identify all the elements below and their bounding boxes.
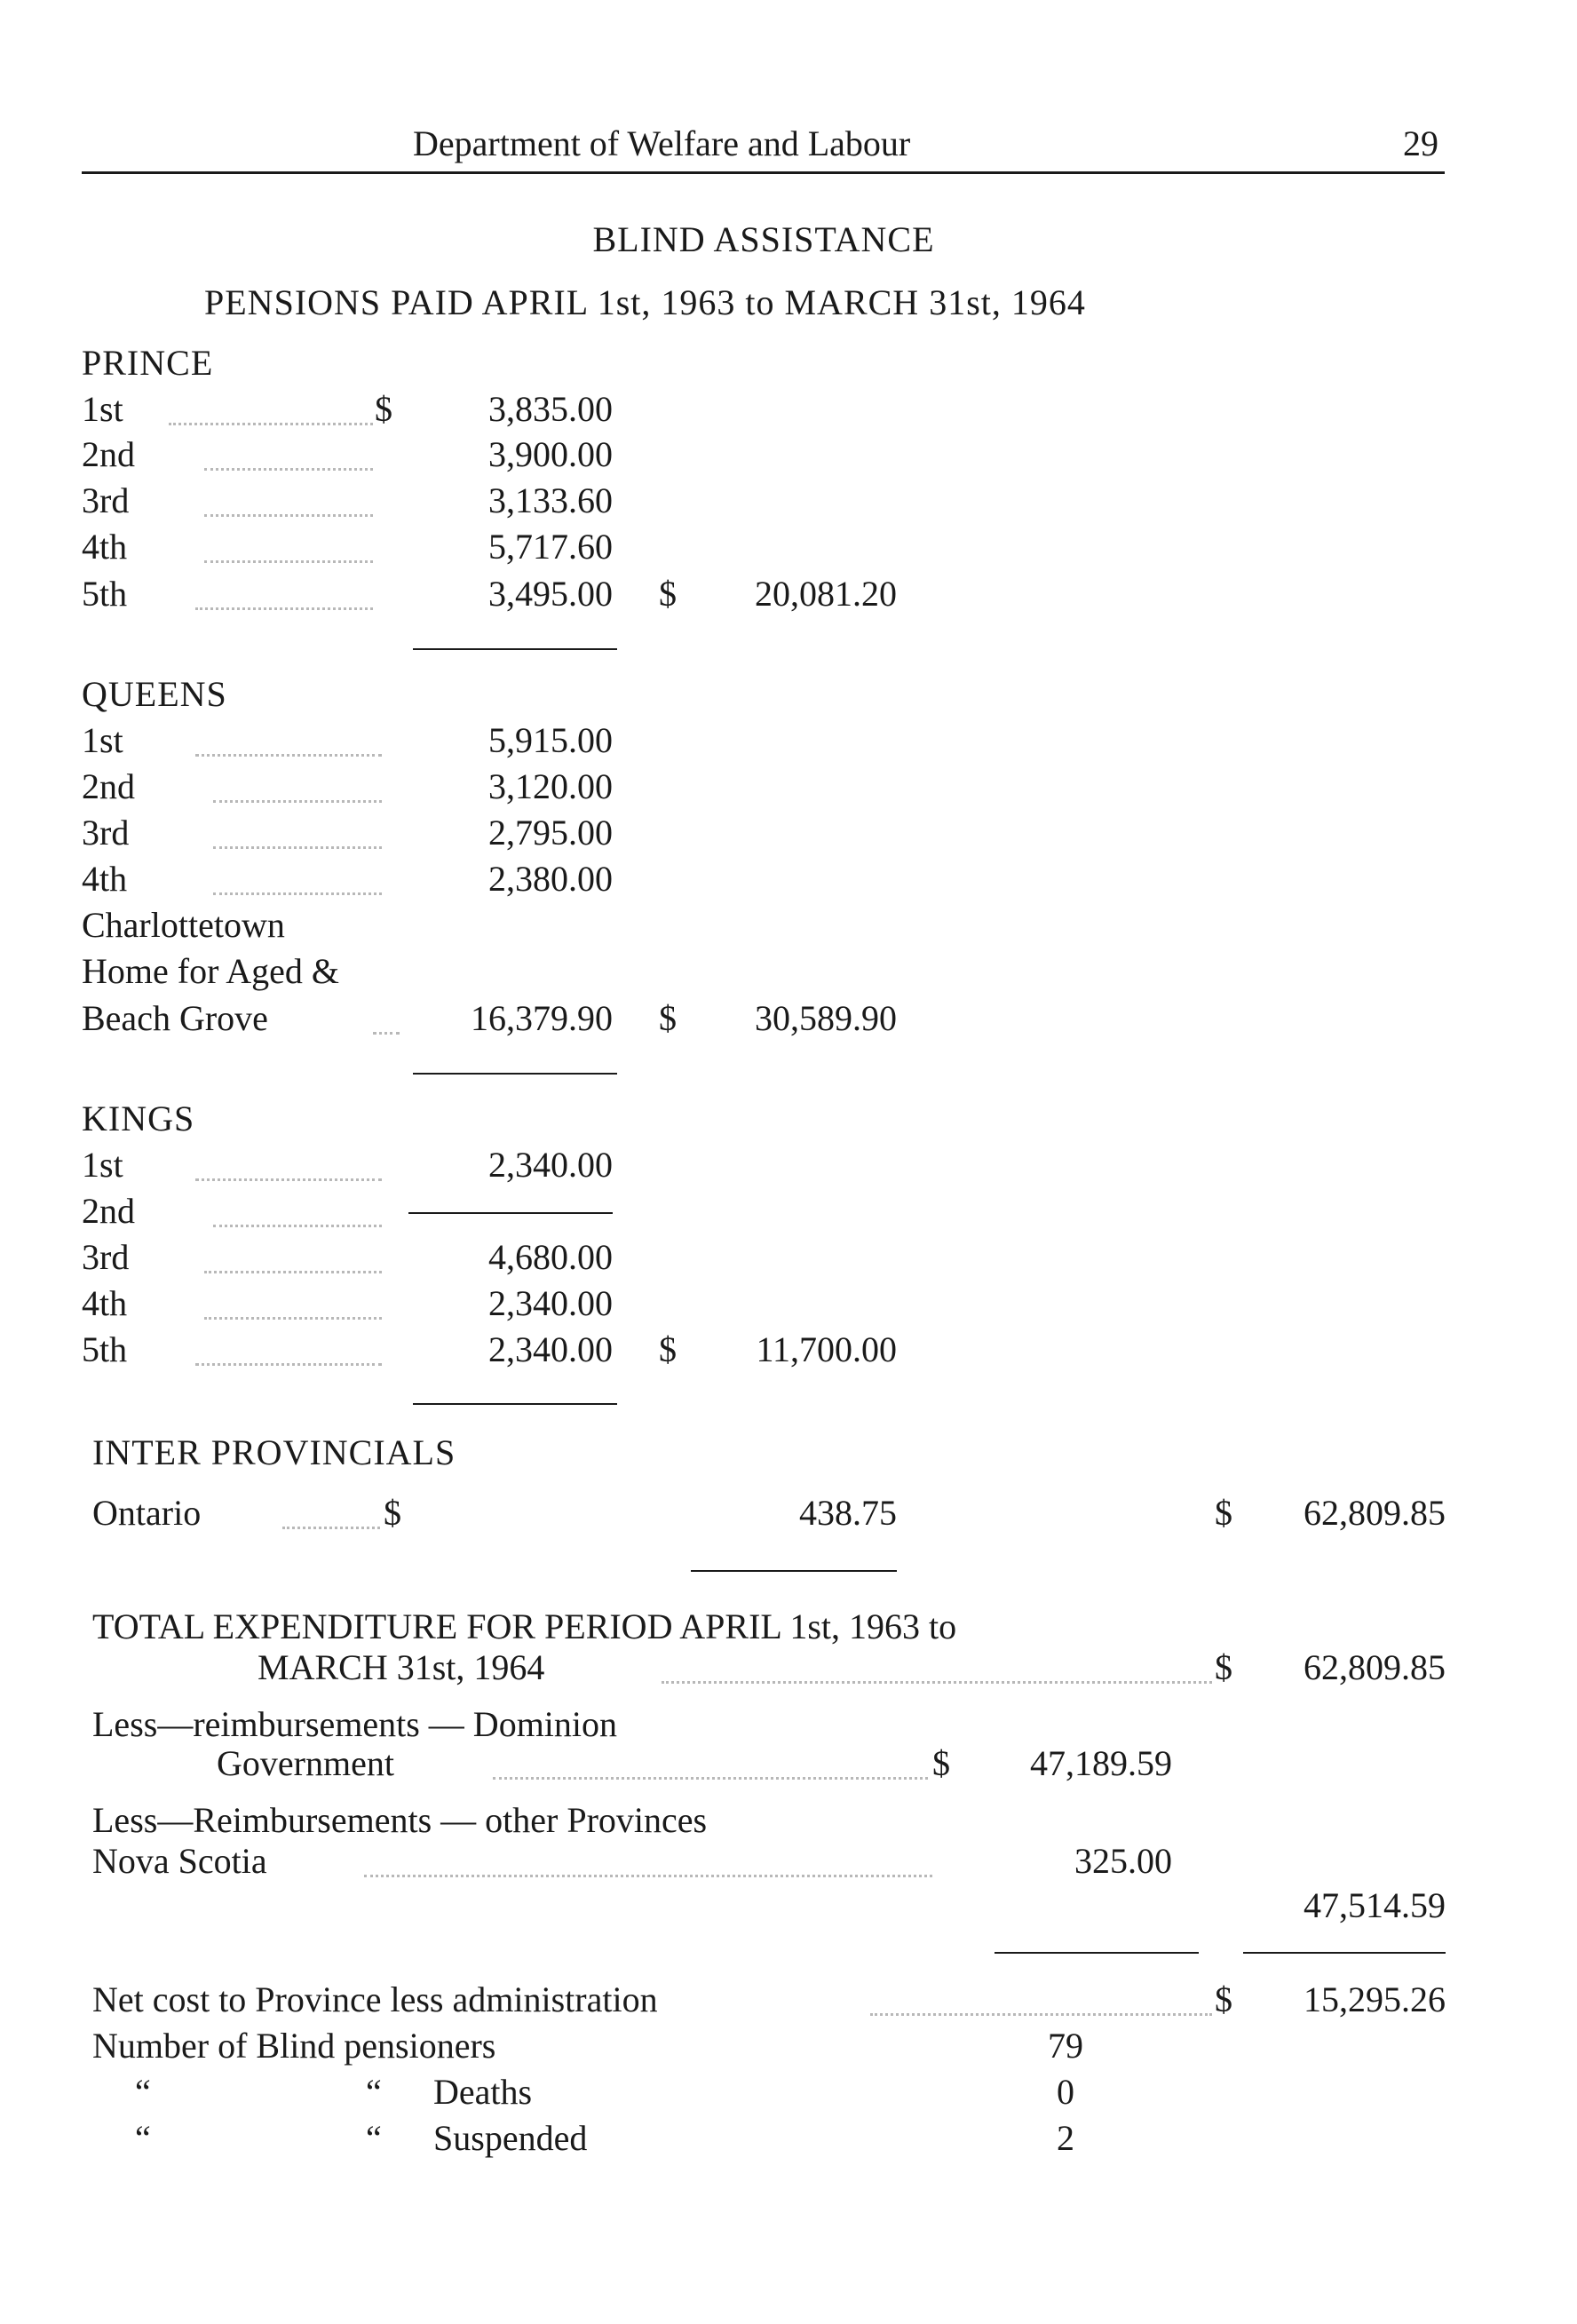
less-dominion-label: Government xyxy=(217,1743,394,1783)
leader-dots xyxy=(662,1681,1212,1684)
ditto-mark: “ xyxy=(135,2072,151,2112)
leader-dots xyxy=(195,1178,382,1181)
kings-heading: KINGS xyxy=(82,1099,195,1138)
currency-symbol: $ xyxy=(1215,1979,1232,2019)
currency-symbol: $ xyxy=(375,389,392,429)
prince-district-label: 3rd xyxy=(82,480,130,520)
prince-amount: 3,133.60 xyxy=(488,480,613,520)
ditto-mark: “ xyxy=(135,2118,151,2158)
leader-dots xyxy=(282,1527,380,1529)
subtotal-rule xyxy=(413,1073,617,1075)
prince-district-label: 1st xyxy=(82,389,123,429)
leader-dots xyxy=(204,468,373,471)
total-expenditure-amount: 62,809.85 xyxy=(1304,1647,1446,1687)
currency-symbol: $ xyxy=(1215,1493,1232,1533)
leader-dots xyxy=(213,800,382,803)
reimbursements-total: 47,514.59 xyxy=(1304,1885,1446,1925)
currency-symbol: $ xyxy=(659,574,677,614)
currency-symbol: $ xyxy=(1215,1647,1232,1687)
subtotal-rule xyxy=(995,1952,1199,1954)
prince-amount: 3,495.00 xyxy=(488,574,613,614)
queens-district-label: 2nd xyxy=(82,766,135,806)
nil-amount-rule xyxy=(408,1212,613,1214)
leader-dots xyxy=(195,1363,382,1366)
header-rule xyxy=(82,171,1445,174)
leader-dots xyxy=(364,1875,932,1877)
prince-district-label: 4th xyxy=(82,527,128,567)
total-expenditure-label: MARCH 31st, 1964 xyxy=(258,1647,545,1687)
subtotal-rule xyxy=(691,1570,897,1572)
queens-district-label: 3rd xyxy=(82,813,130,853)
ditto-mark: “ xyxy=(366,2072,382,2112)
suspended-label: Suspended xyxy=(433,2118,588,2158)
queens-extra-label: Beach Grove xyxy=(82,998,268,1038)
section-title: BLIND ASSISTANCE xyxy=(592,219,935,259)
inter-provincials-grand-total: 62,809.85 xyxy=(1304,1493,1446,1533)
queens-amount: 2,380.00 xyxy=(488,859,613,899)
kings-district-label: 2nd xyxy=(82,1191,135,1231)
kings-total: 11,700.00 xyxy=(756,1329,897,1369)
leader-dots xyxy=(195,607,373,610)
ditto-mark: “ xyxy=(366,2118,382,2158)
leader-dots xyxy=(204,1271,382,1273)
total-expenditure-label: TOTAL EXPENDITURE FOR PERIOD APRIL 1st, 1963 to xyxy=(92,1606,957,1646)
kings-amount: 4,680.00 xyxy=(488,1237,613,1277)
leader-dots xyxy=(213,846,382,849)
currency-symbol: $ xyxy=(384,1493,401,1533)
kings-amount: 2,340.00 xyxy=(488,1283,613,1323)
page-number: 29 xyxy=(1403,123,1438,163)
ontario-label: Ontario xyxy=(92,1493,202,1533)
section-subtitle: PENSIONS PAID APRIL 1st, 1963 to MARCH 31st, 1964 xyxy=(204,282,1086,322)
suspended-value: 2 xyxy=(1057,2118,1074,2158)
deaths-value: 0 xyxy=(1057,2072,1074,2112)
kings-district-label: 5th xyxy=(82,1329,128,1369)
prince-amount: 5,717.60 xyxy=(488,527,613,567)
currency-symbol: $ xyxy=(932,1743,950,1783)
leader-dots xyxy=(204,1317,382,1320)
deaths-label: Deaths xyxy=(433,2072,533,2112)
queens-total: 30,589.90 xyxy=(755,998,897,1038)
currency-symbol: $ xyxy=(659,998,677,1038)
queens-district-label: 4th xyxy=(82,859,128,899)
kings-amount: 2,340.00 xyxy=(488,1329,613,1369)
queens-heading: QUEENS xyxy=(82,674,227,714)
less-dominion-label: Less—reimbursements — Dominion xyxy=(92,1704,618,1744)
less-dominion-amount: 47,189.59 xyxy=(1030,1743,1172,1783)
net-cost-label: Net cost to Province less administration xyxy=(92,1979,658,2019)
less-other-label: Nova Scotia xyxy=(92,1841,267,1881)
pensioners-label: Number of Blind pensioners xyxy=(92,2026,496,2066)
kings-amount: 2,340.00 xyxy=(488,1145,613,1185)
leader-dots xyxy=(169,423,373,425)
queens-amount: 2,795.00 xyxy=(488,813,613,853)
pensioners-value: 79 xyxy=(1048,2026,1083,2066)
queens-amount: 16,379.90 xyxy=(471,998,613,1038)
prince-amount: 3,900.00 xyxy=(488,434,613,474)
running-title: Department of Welfare and Labour xyxy=(413,123,911,163)
queens-amount: 5,915.00 xyxy=(488,720,613,760)
leader-dots xyxy=(204,514,373,517)
kings-district-label: 3rd xyxy=(82,1237,130,1277)
leader-dots xyxy=(213,892,382,895)
ontario-amount: 438.75 xyxy=(799,1493,897,1533)
queens-extra-label: Home for Aged & xyxy=(82,951,339,991)
prince-heading: PRINCE xyxy=(82,343,214,383)
prince-district-label: 5th xyxy=(82,574,128,614)
leader-dots xyxy=(204,560,373,563)
queens-extra-label: Charlottetown xyxy=(82,905,285,945)
prince-total: 20,081.20 xyxy=(755,574,897,614)
subtotal-rule xyxy=(413,1403,617,1405)
currency-symbol: $ xyxy=(659,1329,677,1369)
queens-district-label: 1st xyxy=(82,720,123,760)
less-other-label: Less—Reimbursements — other Provinces xyxy=(92,1800,708,1840)
leader-dots xyxy=(870,2013,1212,2016)
leader-dots xyxy=(493,1777,928,1780)
leader-dots xyxy=(195,754,382,757)
subtotal-rule xyxy=(1243,1952,1446,1954)
inter-provincials-heading: INTER PROVINCIALS xyxy=(92,1432,456,1472)
subtotal-rule xyxy=(413,648,617,650)
prince-district-label: 2nd xyxy=(82,434,135,474)
kings-district-label: 1st xyxy=(82,1145,123,1185)
net-cost-amount: 15,295.26 xyxy=(1304,1979,1446,2019)
less-other-amount: 325.00 xyxy=(1074,1841,1172,1881)
leader-dots xyxy=(213,1225,382,1227)
prince-amount: 3,835.00 xyxy=(488,389,613,429)
queens-amount: 3,120.00 xyxy=(488,766,613,806)
kings-district-label: 4th xyxy=(82,1283,128,1323)
